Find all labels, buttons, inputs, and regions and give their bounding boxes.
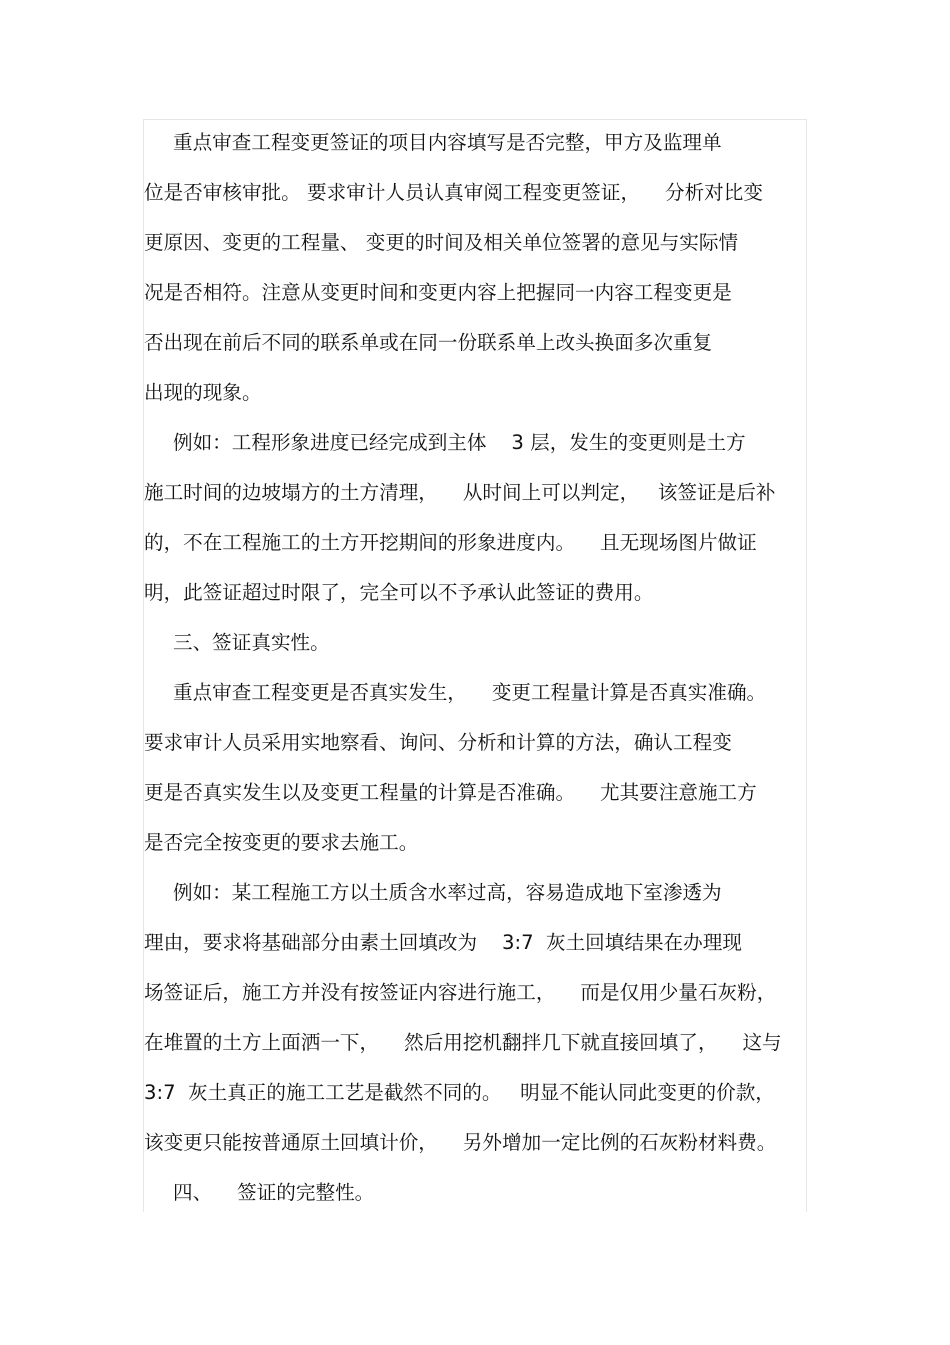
- text-line: 在堆置的土方上面洒一下， 然后用挖机翻拌几下就直接回填了， 这与: [144, 1031, 782, 1054]
- text-line: 3:7 灰土真正的施工工艺是截然不同的。 明显不能认同此变更的价款，: [144, 1081, 775, 1104]
- text-line: 重点审查工程变更是否真实发生， 变更工程量计算是否真实准确。: [173, 681, 767, 704]
- text-line: 例如：某工程施工方以土质含水率过高，容易造成地下室渗透为: [173, 881, 722, 904]
- text-line: 理由，要求将基础部分由素土回填改为 3:7 灰土回填结果在办理现: [144, 931, 742, 954]
- text-line: 场签证后，施工方并没有按签证内容进行施工， 而是仅用少量石灰粉，: [144, 981, 777, 1004]
- text-line: 明，此签证超过时限了，完全可以不予承认此签证的费用。: [144, 581, 654, 604]
- text-line: 出现的现象。: [144, 381, 262, 404]
- text-line: 要求审计人员采用实地察看、询问、分析和计算的方法，确认工程变: [144, 731, 732, 754]
- text-line: 况是否相符。注意从变更时间和变更内容上把握同一内容工程变更是: [144, 281, 732, 304]
- text-line: 三、签证真实性。: [173, 631, 330, 654]
- text-line: 该变更只能按普通原土回填计价， 另外增加一定比例的石灰粉材料费。: [144, 1131, 777, 1154]
- text-line: 更是否真实发生以及变更工程量的计算是否准确。 尤其要注意施工方: [144, 781, 757, 804]
- document-body: [144, 118, 806, 1218]
- text-line: 四、 签证的完整性。: [173, 1181, 375, 1204]
- text-line: 的，不在工程施工的土方开挖期间的形象进度内。 且无现场图片做证: [144, 531, 757, 554]
- text-line: 否出现在前后不同的联系单或在同一份联系单上改头换面多次重复: [144, 331, 713, 354]
- text-line: 是否完全按变更的要求去施工。: [144, 831, 419, 854]
- text-line: 施工时间的边坡塌方的土方清理， 从时间上可以判定， 该签证是后补: [144, 481, 776, 504]
- text-line: 位是否审核审批。 要求审计人员认真审阅工程变更签证， 分析对比变: [144, 181, 763, 204]
- text-line: 例如：工程形象进度已经完成到主体 3 层，发生的变更则是土方: [173, 431, 746, 454]
- text-line: 更原因、变更的工程量、 变更的时间及相关单位签署的意见与实际情: [144, 231, 739, 254]
- text-line: 重点审查工程变更签证的项目内容填写是否完整，甲方及监理单: [173, 131, 722, 154]
